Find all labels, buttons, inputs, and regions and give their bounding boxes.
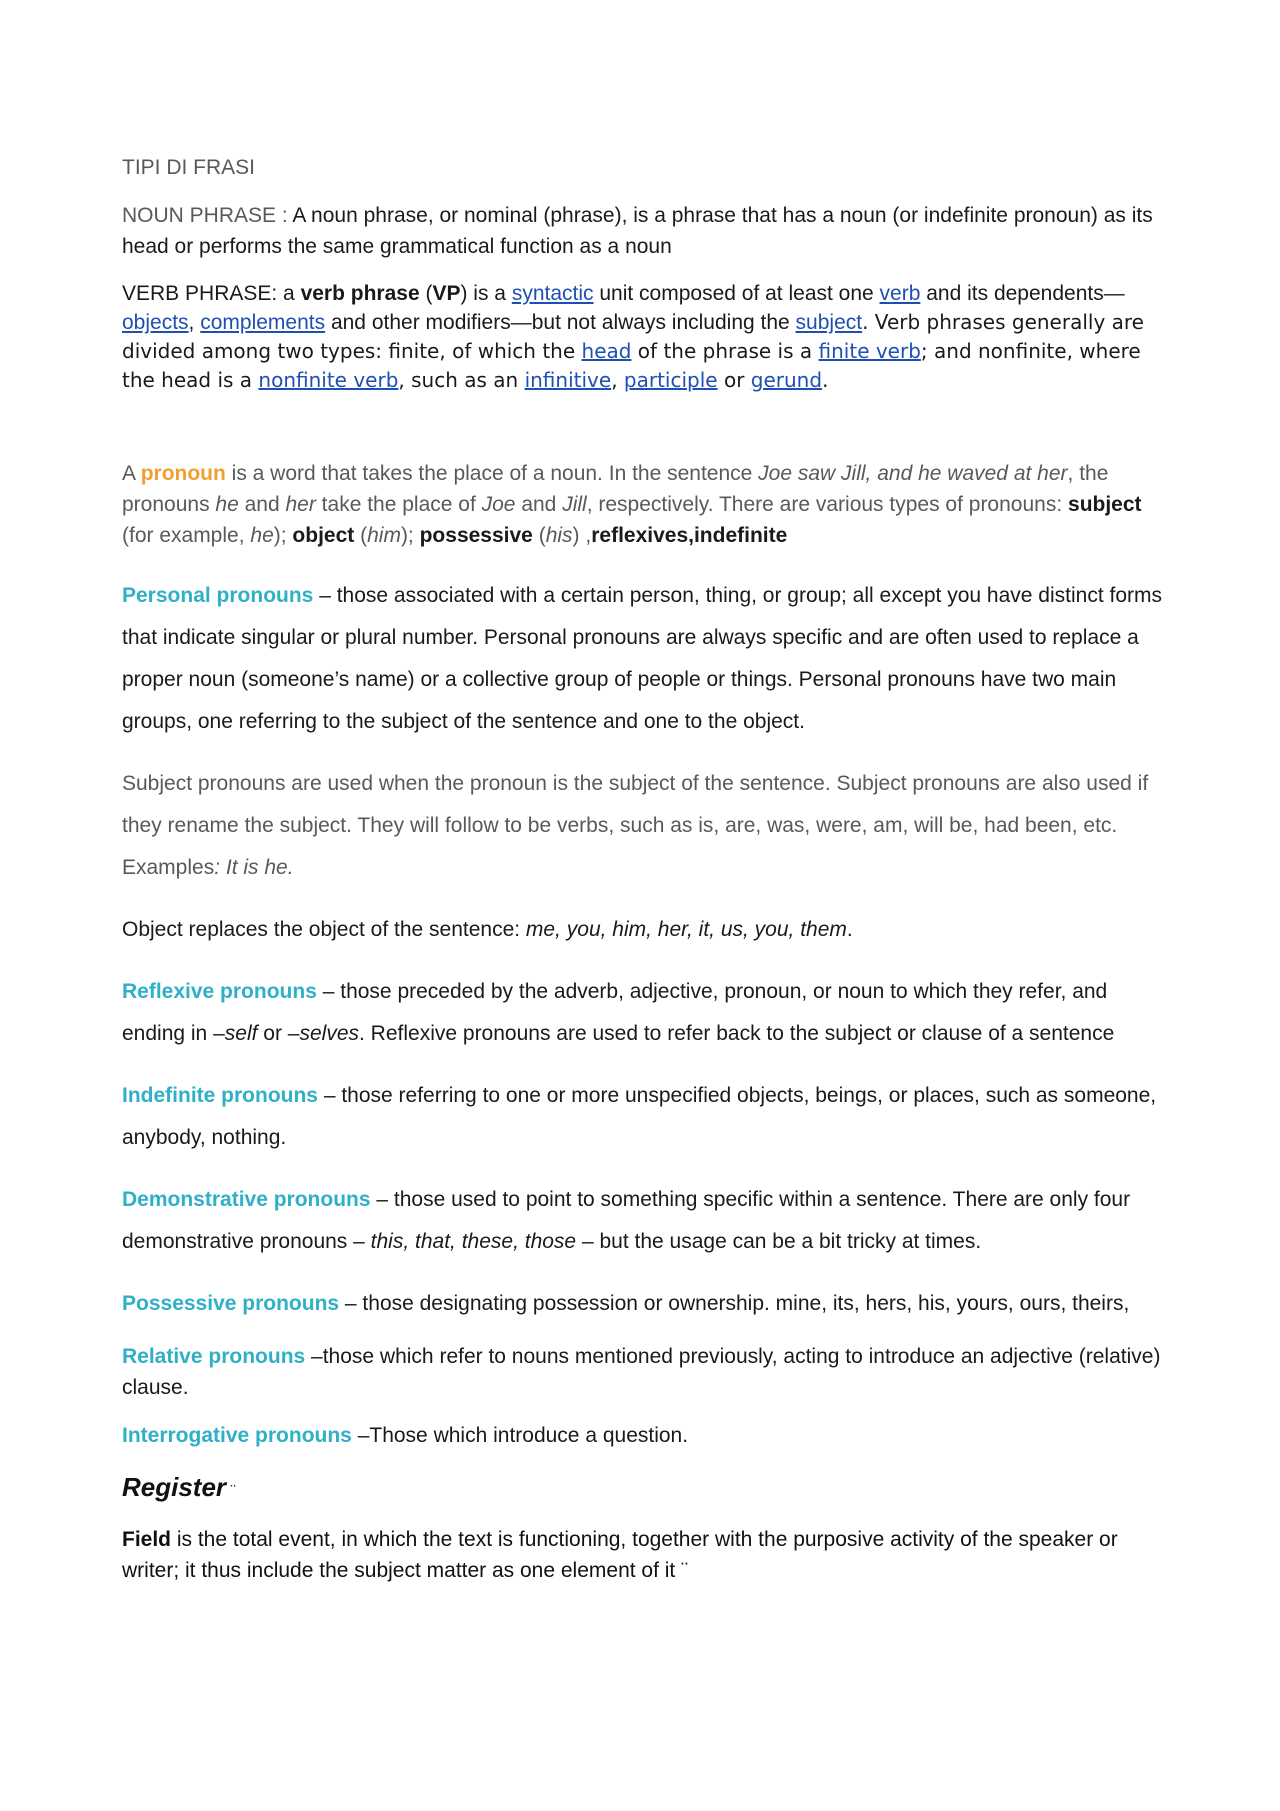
personal-pronouns-heading: Personal pronouns xyxy=(122,584,314,607)
link-objects[interactable]: objects xyxy=(122,311,189,334)
interrogative-pronouns-paragraph: Interrogative pronouns –Those which introduce a question. xyxy=(122,1424,689,1447)
link-participle[interactable]: participle xyxy=(623,368,718,392)
verb-phrase-paragraph: VERB PHRASE: a verb phrase (VP) is a syntactic unit composed of at least one verb and its dependents—objects, complements and other modifiers—but not always including the subject. Verb phrases generally are divided among two types: finite, of which the head of the phrase is a finite verb; and nonfinite, where the head is a nonfinite verb, such as an infinitive, participle or gerund. xyxy=(122,282,1144,392)
field-term: Field xyxy=(122,1528,172,1551)
link-head[interactable]: head xyxy=(581,339,632,363)
link-complements[interactable]: complements xyxy=(200,311,326,334)
subject-pronouns-paragraph: Subject pronouns are used when the pronoun is the subject of the sentence. Subject pronouns are also used if they rename the subject. They will follow to be verbs, such as is, are, was, were, am, will be, had been, etc. Examples: It is he. xyxy=(122,772,1149,879)
field-paragraph: Field is the total event, in which the text is functioning, together with the purposive activity of the speaker or writer; it thus include the subject matter as one element of it ¨ xyxy=(122,1528,1118,1582)
demonstrative-pronouns-heading: Demonstrative pronouns xyxy=(122,1188,371,1211)
link-infinitive[interactable]: infinitive xyxy=(524,368,612,392)
personal-pronouns-paragraph: Personal pronouns – those associated with a certain person, thing, or group; all except you have distinct forms that indicate singular or plural number. Personal pronouns are always specific and are often used to replace a proper noun (someone’s name) or a collective group of people or things. Personal pronouns have two main groups, one referring to the subject of the sentence and one to the object. xyxy=(122,584,1162,733)
object-pronouns-paragraph: Object replaces the object of the sentence: me, you, him, her, it, us, you, them. xyxy=(122,918,853,941)
indefinite-pronouns-heading: Indefinite pronouns xyxy=(122,1084,318,1107)
demonstrative-pronouns-paragraph: Demonstrative pronouns – those used to point to something specific within a sentence. There are only four demonstrative pronouns – this, that, these, those – but the usage can be a bit tricky at times. xyxy=(122,1188,1131,1253)
reflexive-pronouns-heading: Reflexive pronouns xyxy=(122,980,317,1003)
pronoun-term: pronoun xyxy=(140,462,226,485)
link-nonfinite-verb[interactable]: nonfinite verb xyxy=(258,368,399,392)
reflexive-pronouns-paragraph: Reflexive pronouns – those preceded by the adverb, adjective, pronoun, or noun to which they refer, and ending in –self or –selves. Reflexive pronouns are used to refer back to the subject or clause of a sentence xyxy=(122,980,1115,1045)
possessive-pronouns-paragraph: Possessive pronouns – those designating possession or ownership. mine, its, hers, his, yours, ours, theirs, xyxy=(122,1292,1130,1315)
document-body xyxy=(122,152,1172,1586)
register-heading: Register ¨ xyxy=(122,1472,236,1502)
pronoun-paragraph: A pronoun is a word that takes the place of a noun. In the sentence Joe saw Jill, and he waved at her, the pronouns he and her take the place of Joe and Jill, respectively. There are various types of pronouns: subject (for example, he); object (him); possessive (his) ,reflexives,indefinite xyxy=(122,462,1142,547)
relative-pronouns-heading: Relative pronouns xyxy=(122,1345,306,1368)
link-subject[interactable]: subject xyxy=(795,311,863,334)
relative-pronouns-paragraph: Relative pronouns –those which refer to nouns mentioned previously, acting to introduce an adjective (relative) clause. xyxy=(122,1345,1161,1399)
noun-phrase-label: NOUN PHRASE : xyxy=(122,204,288,227)
link-finite-verb[interactable]: finite verb xyxy=(818,339,921,363)
interrogative-pronouns-heading: Interrogative pronouns xyxy=(122,1424,352,1447)
noun-phrase-paragraph: NOUN PHRASE : A noun phrase, or nominal (phrase), is a phrase that has a noun (or indefinite pronoun) as its head or performs the same grammatical function as a noun xyxy=(122,204,1153,258)
link-gerund[interactable]: gerund xyxy=(750,368,823,392)
verb-phrase-label: VERB PHRASE: xyxy=(122,282,278,305)
link-syntactic[interactable]: syntactic xyxy=(511,282,594,305)
indefinite-pronouns-paragraph: Indefinite pronouns – those referring to one or more unspecified objects, beings, or places, such as someone, anybody, nothing. xyxy=(122,1084,1157,1149)
link-verb[interactable]: verb xyxy=(879,282,921,305)
possessive-pronouns-heading: Possessive pronouns xyxy=(122,1292,340,1315)
document-title: TIPI DI FRASI xyxy=(122,156,256,179)
